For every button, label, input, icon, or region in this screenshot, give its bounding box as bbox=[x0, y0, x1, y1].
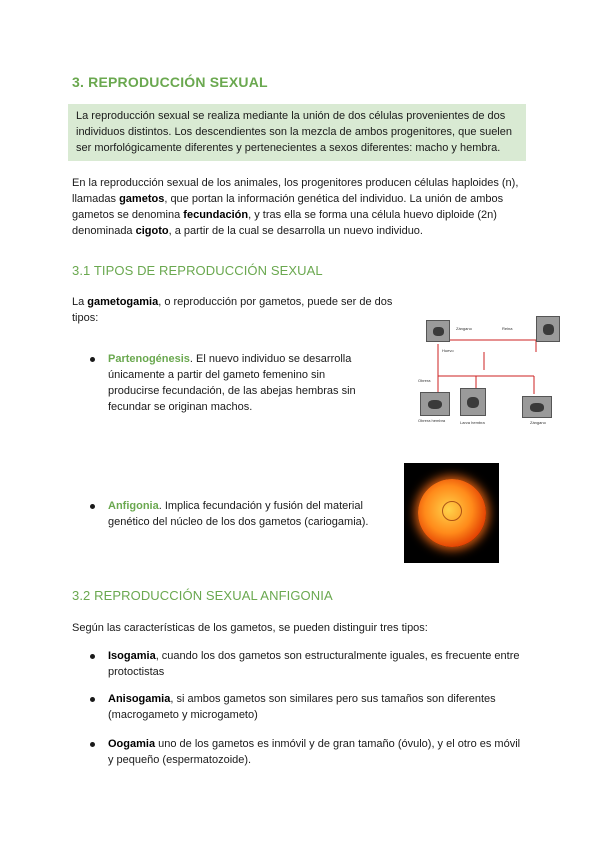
diagram-label: Reina bbox=[502, 326, 513, 331]
bullet-text bbox=[108, 691, 528, 723]
bullet-text bbox=[108, 498, 378, 530]
egg-nucleus bbox=[442, 501, 462, 521]
term-anfigonia: Anfigonia bbox=[108, 500, 159, 512]
diagram-label: Larva hembra bbox=[460, 420, 485, 425]
bullet-text bbox=[108, 648, 528, 680]
bullet-dot bbox=[90, 697, 95, 702]
highlight-box: La reproducción sexual se realiza mediante la unión de dos células provenientes de dos individuos distintos. Los descendientes son la mezcla de ambos progenitores, que suelen ser morfológicamente diferentes y pertenecientes a sexos diferentes: macho y hembra. bbox=[68, 104, 526, 161]
bullet-body: . El nuevo individuo se desarrolla únicamente a partir del gameto femenino sin producirse fecundación, de las abejas hembras sin fecundar se originan machos. bbox=[108, 353, 356, 413]
bee-photo-drone-2 bbox=[522, 396, 552, 418]
paragraph-text: , a partir de la cual se desarrolla un nuevo individuo. bbox=[168, 225, 423, 237]
term-partenogenesis: Partenogénesis bbox=[108, 353, 190, 365]
bee-photo-queen bbox=[536, 316, 560, 342]
fertilized-egg-image bbox=[404, 463, 499, 563]
diagram-label: Obrera hembra bbox=[418, 418, 446, 423]
paragraph-text: , que portan la información genética del individuo. La unión de ambos gametos se denomina bbox=[72, 193, 504, 221]
diagram-label: Zángano bbox=[530, 420, 546, 425]
gametogamia-intro bbox=[72, 294, 402, 326]
bee-reproduction-diagram bbox=[416, 312, 564, 428]
bullet-dot bbox=[90, 742, 95, 747]
bee-photo-drone bbox=[426, 320, 450, 342]
term-anisogamia: Anisogamia bbox=[108, 693, 171, 705]
paragraph-text: , y tras ella se forma una célula huevo diploide (2n) denominada bbox=[72, 209, 497, 237]
term-cigoto: cigoto bbox=[135, 225, 169, 237]
bee-photo-worker bbox=[420, 392, 450, 416]
section-3-title: 3. REPRODUCCIÓN SEXUAL bbox=[72, 74, 268, 90]
bullet-body: uno de los gametos es inmóvil y de gran tamaño (óvulo), y el otro es móvil y pequeño (espermatozoide). bbox=[108, 738, 521, 766]
paragraph-text: En la reproducción sexual de los animales, los progenitores producen células haploides (n), llamadas bbox=[72, 177, 519, 205]
reproduction-paragraph bbox=[72, 175, 532, 239]
section-3-1-title: 3.1 TIPOS DE REPRODUCCIÓN SEXUAL bbox=[72, 263, 323, 278]
bullet-body: . Implica fecundación y fusión del material genético del núcleo de los dos gametos (cariogamia). bbox=[108, 500, 369, 528]
bullet-text bbox=[108, 351, 378, 415]
bullet-dot bbox=[90, 357, 95, 362]
bullet-body: , cuando los dos gametos son estructuralmente iguales, es frecuente entre protoctistas bbox=[108, 650, 520, 678]
term-oogamia: Oogamia bbox=[108, 738, 156, 750]
intro-text: La bbox=[72, 296, 88, 308]
diagram-label: Huevo bbox=[442, 348, 454, 353]
diagram-label: Zángano bbox=[456, 326, 472, 331]
anfigonia-intro: Según las características de los gametos, se pueden distinguir tres tipos: bbox=[72, 622, 428, 634]
bullet-dot bbox=[90, 654, 95, 659]
term-gametos: gametos bbox=[119, 193, 165, 205]
diagram-label: Obrera bbox=[418, 378, 431, 383]
term-isogamia: Isogamia bbox=[108, 650, 156, 662]
bee-photo-larva bbox=[460, 388, 486, 416]
bullet-body: , si ambos gametos son similares pero sus tamaños son diferentes (macrogameto y microgameto) bbox=[108, 693, 496, 721]
bullet-dot bbox=[90, 504, 95, 509]
section-3-2-title: 3.2 REPRODUCCIÓN SEXUAL ANFIGONIA bbox=[72, 588, 333, 603]
term-fecundacion: fecundación bbox=[183, 209, 249, 221]
bullet-text bbox=[108, 736, 528, 768]
term-gametogamia: gametogamia bbox=[87, 296, 159, 308]
intro-text: , o reproducción por gametos, puede ser de dos tipos: bbox=[72, 296, 393, 324]
